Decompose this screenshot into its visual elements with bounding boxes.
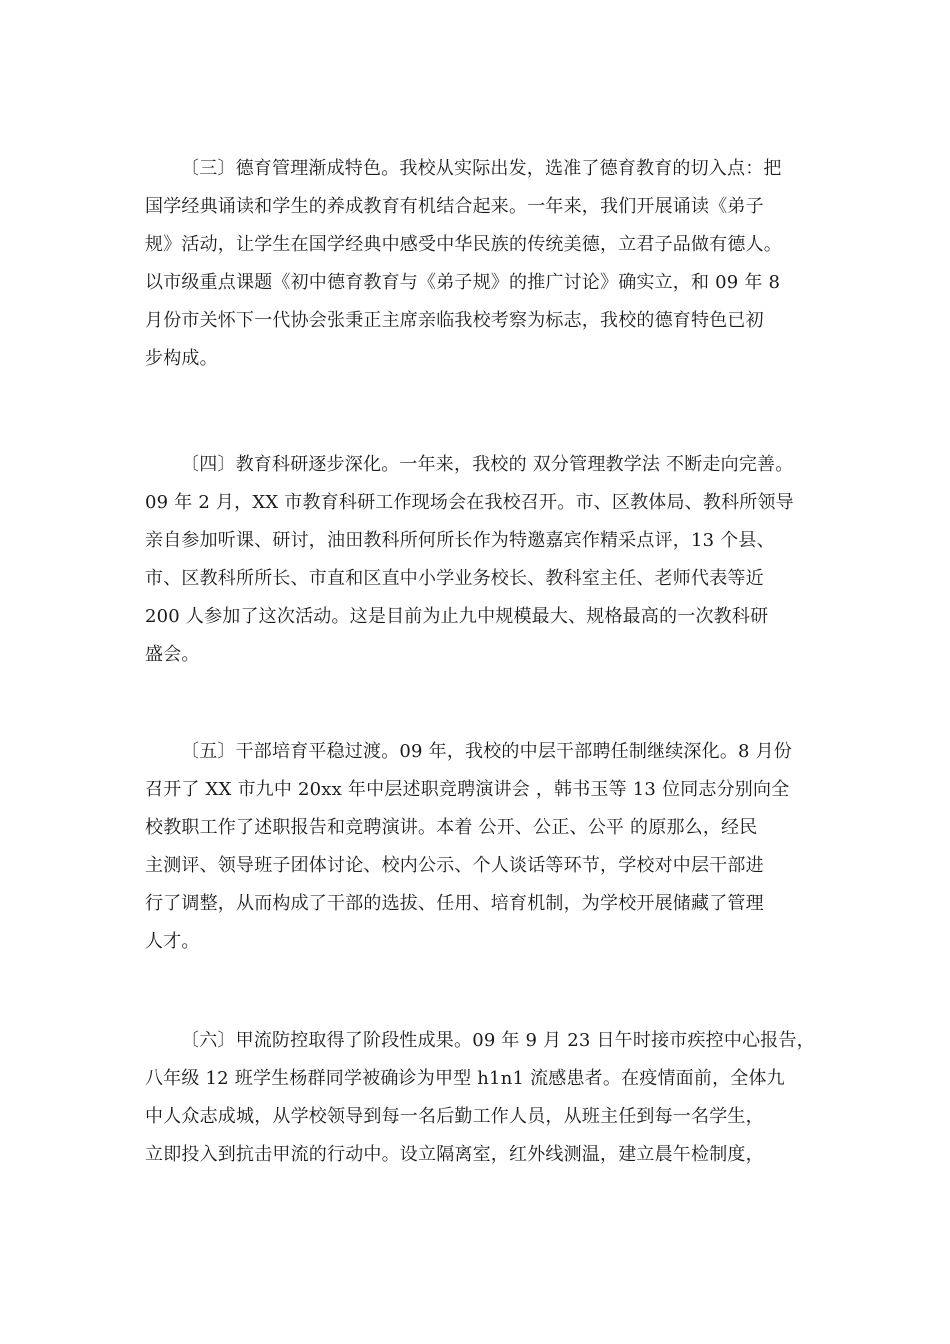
- text-line: 立即投入到抗击甲流的行动中。设立隔离室，红外线测温，建立晨午检制度，: [145, 1144, 764, 1165]
- text-line: 步构成。: [145, 348, 218, 369]
- paragraph-flu-prevention: [145, 1022, 835, 1174]
- paragraph-education-research: [145, 446, 835, 674]
- text-line: 〔四〕教育科研逐步深化。一年来，我校的 双分管理教学法 不断走向完善。: [181, 454, 794, 475]
- text-line: 盛会。: [145, 644, 200, 665]
- text-line: 校教职工作了述职报告和竞聘演讲。本着 公开、公正、公平 的原那么，经民: [145, 817, 758, 838]
- text-line: 八年级 12 班学生杨群同学被确诊为甲型 h1n1 流感患者。在疫情面前，全体九: [145, 1068, 785, 1089]
- text-line: 人才。: [145, 931, 200, 952]
- text-line: 〔三〕德育管理渐成特色。我校从实际出发，选准了德育教育的切入点：把: [181, 158, 782, 179]
- text-line: 中人众志成城，从学校领导到每一名后勤工作人员，从班主任到每一名学生，: [145, 1106, 764, 1127]
- text-line: 〔六〕甲流防控取得了阶段性成果。09 年 9 月 23 日午时接市疾控中心报告，: [181, 1030, 815, 1051]
- text-line: 以市级重点课题《初中德育教育与《弟子规》的推广讨论》确实立，和 09 年 8: [145, 272, 781, 293]
- paragraph-moral-education: [145, 150, 835, 378]
- text-line: 行了调整，从而构成了干部的选拔、任用、培育机制，为学校开展储藏了管理: [145, 893, 764, 914]
- text-line: 规》活动，让学生在国学经典中感受中华民族的传统美德，立君子品做有德人。: [145, 234, 782, 255]
- text-line: 200 人参加了这次活动。这是目前为止九中规模最大、规格最高的一次教科研: [145, 606, 769, 627]
- text-line: 主测评、领导班子团体讨论、校内公示、个人谈话等环节，学校对中层干部进: [145, 855, 764, 876]
- text-line: 国学经典诵读和学生的养成教育有机结合起来。一年来，我们开展诵读《弟子: [145, 196, 764, 217]
- text-line: 市、区教科所所长、市直和区直中小学业务校长、教科室主任、老师代表等近: [145, 568, 764, 589]
- text-line: 召开了 XX 市九中 20xx 年中层述职竞聘演讲会 ，韩书玉等 13 位同志分别向全: [145, 779, 790, 800]
- text-line: 亲自参加听课、研讨，油田教科所何所长作为特邀嘉宾作精采点评，13 个县、: [145, 530, 775, 551]
- text-line: 月份市关怀下一代协会张秉正主席亲临我校考察为标志，我校的德育特色已初: [145, 310, 764, 331]
- paragraph-cadre-training: [145, 733, 835, 961]
- text-line: 09 年 2 月，XX 市教育科研工作现场会在我校召开。市、区教体局、教科所领导: [145, 492, 794, 513]
- text-line: 〔五〕干部培育平稳过渡。09 年，我校的中层干部聘任制继续深化。8 月份: [181, 741, 792, 762]
